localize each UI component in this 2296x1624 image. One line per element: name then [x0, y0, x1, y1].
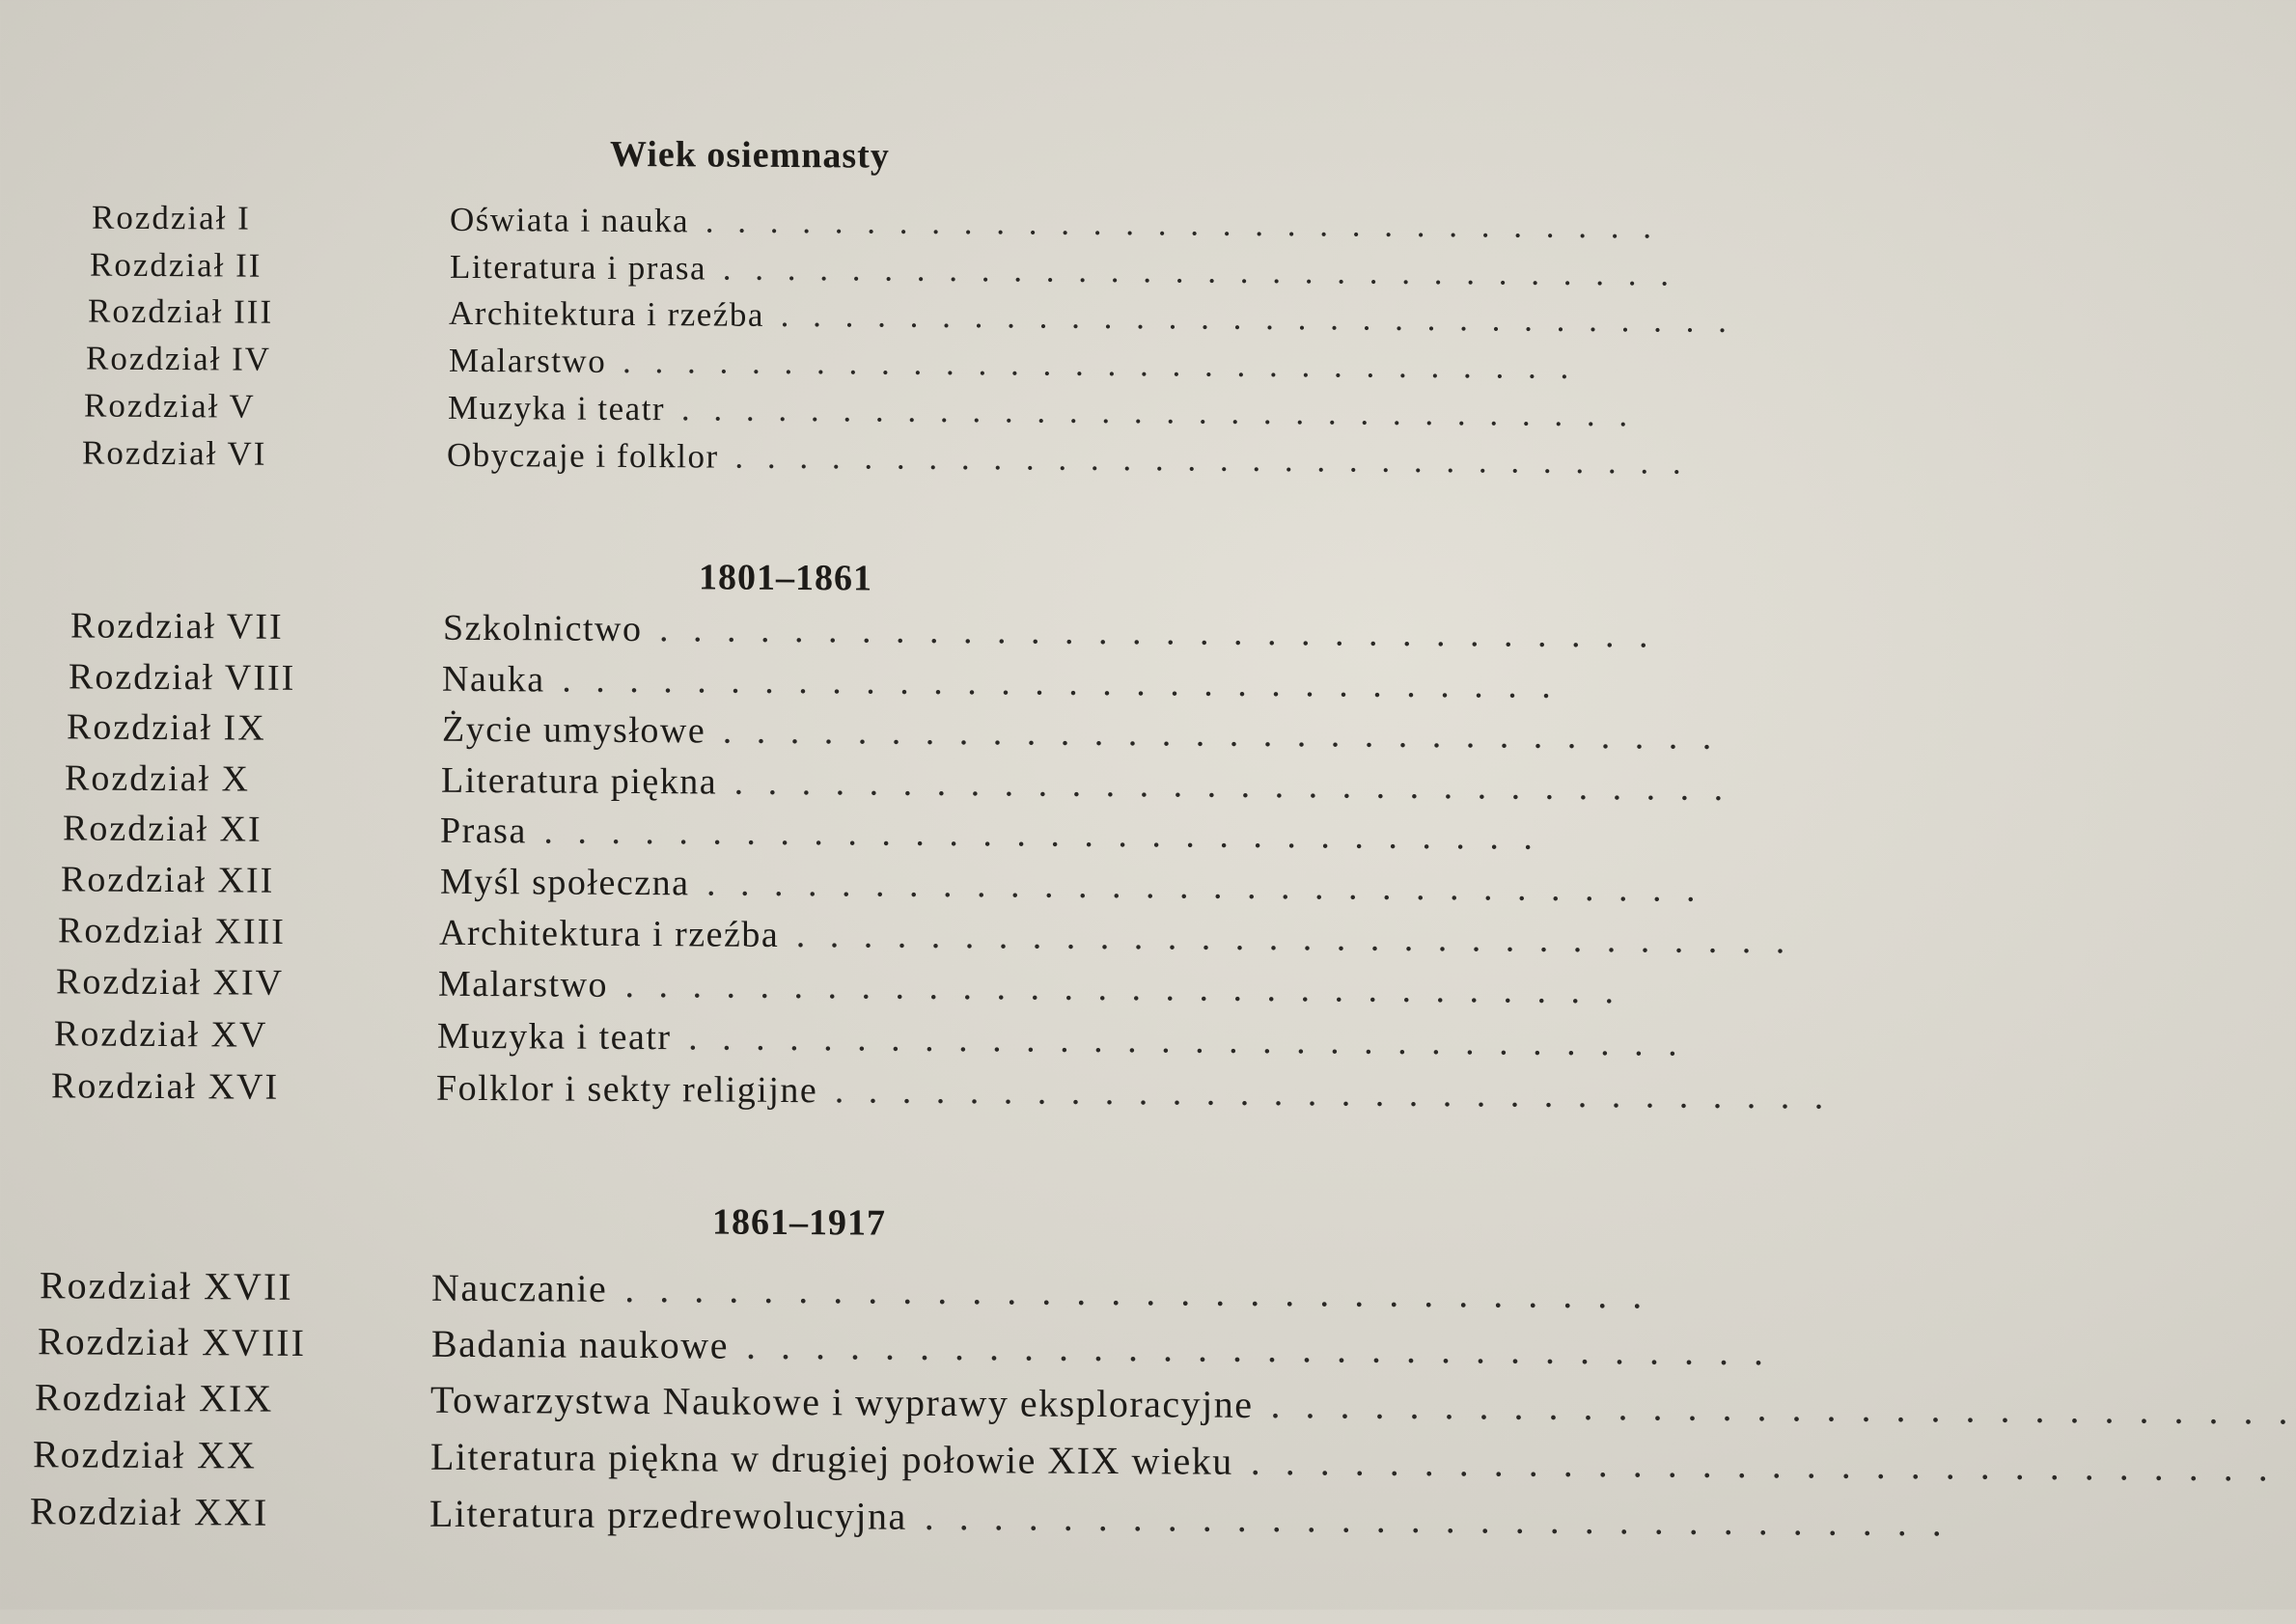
- chapter-number: Rozdział XXI: [30, 1489, 269, 1534]
- chapter-number: Rozdział XIII: [58, 910, 286, 952]
- toc-entry[interactable]: [0, 655, 1559, 712]
- chapter-number: Rozdział II: [90, 245, 263, 285]
- chapter-title: Nauczanie . . . . . . . . . . . . . . . . . . . . . . . . . . . . . .: [431, 1265, 1650, 1317]
- chapter-number: Rozdział XIX: [35, 1375, 274, 1420]
- chapter-title: Badania naukowe . . . . . . . . . . . . . . . . . . . . . . . . . . . . . .: [431, 1321, 1771, 1374]
- chapter-title: Literatura i prasa . . . . . . . . . . . . . . . . . . . . . . . . . . . . . .: [450, 247, 1677, 293]
- toc-entry[interactable]: [0, 1064, 1832, 1121]
- chapter-title: Towarzystwa Naukowe i wyprawy eksploracyjne . . . . . . . . . . . . . . . . . . . . . . . . . . . . . .: [430, 1377, 2296, 1433]
- toc-entry[interactable]: [0, 1012, 1685, 1069]
- chapter-title: Myśl społeczna . . . . . . . . . . . . . . . . . . . . . . . . . . . . . .: [440, 861, 1703, 910]
- toc-entry[interactable]: [0, 1374, 2296, 1433]
- section-heading: Wiek osiemnasty: [610, 133, 890, 177]
- chapter-title: Muzyka i teatr . . . . . . . . . . . . . . . . . . . . . . . . . . . . . .: [448, 388, 1636, 434]
- chapter-number: Rozdział XVIII: [38, 1319, 306, 1364]
- chapter-title: Architektura i rzeźba . . . . . . . . . . . . . . . . . . . . . . . . . . . . . .: [439, 912, 1793, 962]
- chapter-number: Rozdział XV: [54, 1013, 268, 1056]
- chapter-title: Nauka . . . . . . . . . . . . . . . . . . . . . . . . . . . . . .: [442, 658, 1559, 706]
- toc-entry[interactable]: [0, 757, 1731, 813]
- chapter-title: Oświata i nauka . . . . . . . . . . . . . . . . . . . . . . . . . . . . . .: [450, 200, 1659, 246]
- toc-entry[interactable]: [0, 807, 1540, 864]
- chapter-number: Rozdział IX: [67, 706, 266, 749]
- chapter-number: Rozdział IV: [86, 339, 272, 378]
- chapter-number: Rozdział XIV: [56, 961, 285, 1004]
- chapter-number: Rozdział VII: [70, 605, 284, 647]
- chapter-title: Prasa . . . . . . . . . . . . . . . . . . . . . . . . . . . . . .: [440, 810, 1540, 858]
- toc-entry[interactable]: [0, 1488, 1950, 1545]
- chapter-number: Rozdział XVI: [51, 1065, 280, 1108]
- chapter-title: Muzyka i teatr . . . . . . . . . . . . . . . . . . . . . . . . . . . . . .: [437, 1015, 1685, 1064]
- chapter-number: Rozdział XVII: [40, 1263, 293, 1308]
- chapter-number: Rozdział VI: [82, 433, 267, 473]
- chapter-title: Życie umysłowe . . . . . . . . . . . . . . . . . . . . . . . . . . . . . .: [442, 708, 1720, 757]
- chapter-number: Rozdział XI: [63, 808, 263, 850]
- chapter-number: Rozdział I: [92, 198, 251, 237]
- toc-entry[interactable]: [0, 960, 1622, 1017]
- chapter-number: Rozdział V: [84, 386, 256, 426]
- chapter-title: Obyczaje i folklor . . . . . . . . . . . . . . . . . . . . . . . . . . . . . .: [447, 435, 1689, 482]
- chapter-title: Malarstwo . . . . . . . . . . . . . . . . . . . . . . . . . . . . . .: [438, 963, 1622, 1012]
- chapter-title: Malarstwo . . . . . . . . . . . . . . . . . . . . . . . . . . . . . .: [449, 341, 1577, 386]
- chapter-number: Rozdział III: [88, 291, 274, 331]
- chapter-title: Literatura piękna . . . . . . . . . . . . . . . . . . . . . . . . . . . . . .: [441, 759, 1731, 809]
- chapter-title: Szkolnictwo . . . . . . . . . . . . . . . . . . . . . . . . . . . . . .: [443, 607, 1656, 656]
- chapter-title: Literatura przedrewolucyjna . . . . . . . . . . . . . . . . . . . . . . . . . . . . . .: [429, 1491, 1950, 1545]
- section-heading: 1861–1917: [712, 1201, 886, 1244]
- section-heading: 1801–1861: [699, 557, 872, 599]
- toc-entry[interactable]: [0, 1318, 1771, 1375]
- toc-entry[interactable]: [0, 909, 1793, 966]
- toc-entry[interactable]: [0, 1431, 2276, 1490]
- toc-entry[interactable]: [0, 1262, 1650, 1319]
- chapter-title: Architektura i rzeźba . . . . . . . . . . . . . . . . . . . . . . . . . . . . . .: [449, 293, 1734, 340]
- toc-entry[interactable]: [0, 858, 1703, 915]
- chapter-number: Rozdział VIII: [69, 656, 296, 699]
- chapter-title: Literatura piękna w drugiej połowie XIX wieku . . . . . . . . . . . . . . . . . . . . . . . . . . . . . .: [430, 1434, 2276, 1490]
- chapter-title: Folklor i sekty religijne . . . . . . . . . . . . . . . . . . . . . . . . . . . . . .: [436, 1067, 1832, 1117]
- chapter-number: Rozdział XX: [33, 1432, 257, 1477]
- toc-entry[interactable]: [0, 604, 1656, 661]
- toc-entry[interactable]: [0, 705, 1720, 762]
- toc-entry[interactable]: [0, 433, 1689, 490]
- chapter-number: Rozdział X: [65, 757, 251, 800]
- chapter-number: Rozdział XII: [61, 859, 275, 901]
